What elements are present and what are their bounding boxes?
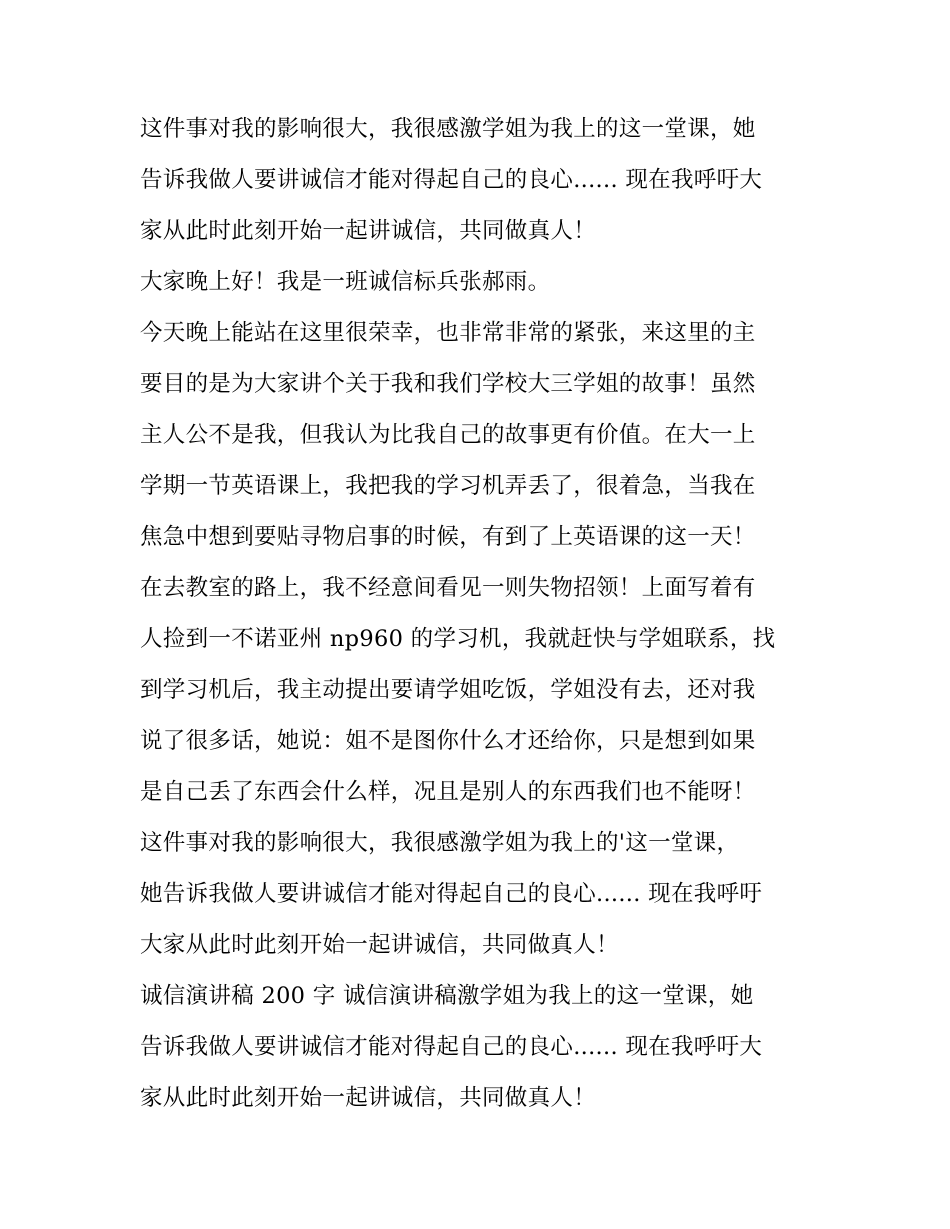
- document-body: [140, 104, 820, 1124]
- text-line: 告诉我做人要讲诚信才能对得起自己的良心...... 现在我呼吁大: [140, 167, 763, 193]
- text-line: 学期一节英语课上，我把我的学习机弄丢了，很着急，当我在: [140, 473, 756, 499]
- text-line: 家从此时此刻开始一起讲诚信，共同做真人！: [140, 1085, 597, 1111]
- text-line: 今天晚上能站在这里很荣幸，也非常非常的紧张，来这里的主: [140, 320, 756, 346]
- text-line: 诚信演讲稿 200 字 诚信演讲稿激学姐为我上的这一堂课，她: [140, 983, 754, 1009]
- text-line: 大家晚上好！我是一班诚信标兵张郝雨。: [140, 269, 551, 295]
- text-line: 在去教室的路上，我不经意间看见一则失物招领！上面写着有: [140, 575, 756, 601]
- text-line: 到学习机后，我主动提出要请学姐吃饭，学姐没有去，还对我: [140, 677, 756, 703]
- text-line: 说了很多话，她说：姐不是图你什么才还给你，只是想到如果: [140, 728, 756, 754]
- text-line: 人捡到一不诺亚州 np960 的学习机，我就赶快与学姐联系，找: [140, 626, 776, 652]
- text-line: 这件事对我的影响很大，我很感激学姐为我上的这一堂课，她: [140, 116, 756, 142]
- text-line: 大家从此时此刻开始一起讲诚信，共同做真人！: [140, 932, 619, 958]
- text-line: 她告诉我做人要讲诚信才能对得起自己的良心...... 现在我呼吁: [140, 881, 763, 907]
- text-line: 焦急中想到要贴寻物启事的时候，有到了上英语课的这一天！: [140, 524, 756, 550]
- text-line: 这件事对我的影响很大，我很感激学姐为我上的'这一堂课，: [140, 830, 740, 856]
- text-line: 是自己丢了东西会什么样，况且是别人的东西我们也不能呀！: [140, 779, 756, 805]
- text-line: 要目的是为大家讲个关于我和我们学校大三学姐的故事！虽然: [140, 371, 756, 397]
- text-line: 家从此时此刻开始一起讲诚信，共同做真人！: [140, 218, 597, 244]
- text-line: 主人公不是我，但我认为比我自己的故事更有价值。在大一上: [140, 422, 756, 448]
- text-line: 告诉我做人要讲诚信才能对得起自己的良心...... 现在我呼吁大: [140, 1034, 763, 1060]
